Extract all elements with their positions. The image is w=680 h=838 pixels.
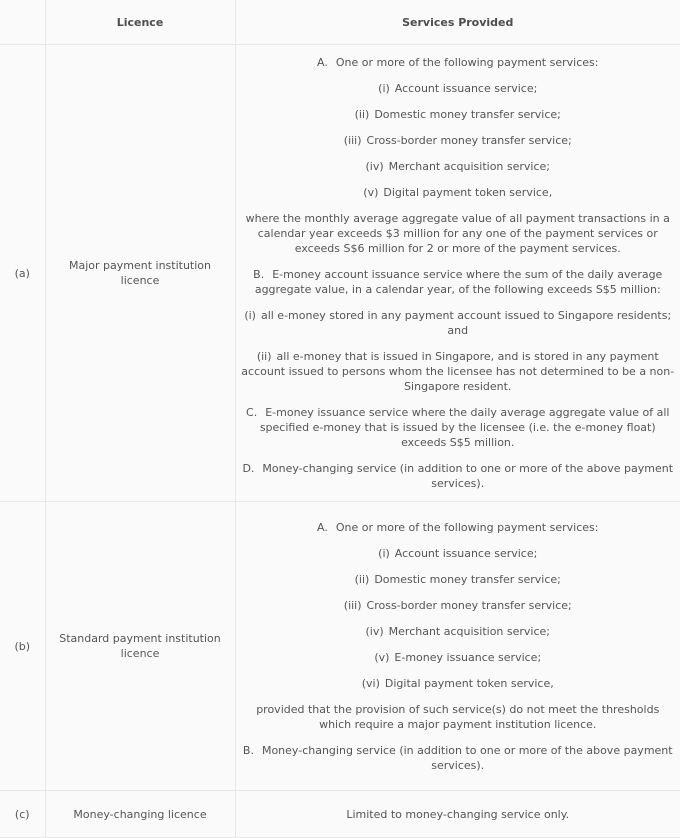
licence-name: Money-changing licence	[45, 791, 235, 838]
licence-name: Major payment institution licence	[45, 45, 235, 502]
service-item-marker: C.	[246, 406, 258, 419]
service-item	[240, 185, 677, 200]
service-item-text: Domestic money transfer service;	[374, 572, 561, 586]
service-item-text: Account issuance service;	[394, 546, 538, 560]
service-item-text: Merchant acquisition service;	[388, 624, 550, 638]
service-item	[240, 598, 677, 613]
service-item-text: Cross-border money transfer service;	[366, 598, 572, 612]
row-index: (c)	[0, 791, 45, 838]
services-cell	[235, 502, 680, 791]
service-item	[240, 405, 677, 450]
header-licence: Licence	[45, 0, 235, 45]
service-item-marker: (iii)	[343, 598, 362, 612]
table-row-major-payment-institution	[0, 45, 680, 502]
table-header-row	[0, 0, 680, 45]
services-cell	[235, 45, 680, 502]
service-item-marker: (iii)	[343, 134, 362, 147]
service-item-marker: (vi)	[361, 676, 380, 690]
service-item	[240, 159, 677, 174]
service-item	[240, 520, 677, 535]
service-item	[240, 676, 677, 691]
service-item-marker: (ii)	[354, 572, 370, 586]
service-item	[240, 572, 677, 587]
service-item	[240, 308, 677, 338]
service-item	[240, 624, 677, 639]
service-item-marker: (i)	[378, 82, 390, 95]
service-item	[240, 702, 677, 732]
header-index	[0, 0, 45, 45]
service-item-text: provided that the provision of such service(s) do not meet the thresholds which require a major payment institution licence.	[256, 702, 660, 731]
service-item-marker: A.	[317, 520, 328, 534]
service-item	[240, 650, 677, 665]
service-item-marker: (v)	[374, 650, 390, 664]
service-item-text: Limited to money-changing service only.	[346, 807, 570, 821]
service-item	[240, 211, 677, 256]
service-item-marker: (ii)	[354, 108, 370, 121]
service-item-text: E-money account issuance service where the sum of the daily average aggregate value, in a calendar year, of the following exceeds S$5 million:	[254, 268, 663, 296]
service-item	[240, 807, 677, 822]
service-item-text: Digital payment token service,	[384, 676, 554, 690]
header-services-provided: Services Provided	[235, 0, 680, 45]
service-item-marker: (iv)	[365, 160, 384, 173]
services-list	[240, 520, 677, 773]
service-item-text: One or more of the following payment services:	[335, 56, 599, 69]
service-item	[240, 461, 677, 491]
services-list	[240, 807, 677, 822]
service-item-text: Money-changing service (in addition to one or more of the above payment services).	[261, 743, 673, 772]
service-item-marker: (i)	[244, 309, 256, 322]
service-item	[240, 546, 677, 561]
row-index: (b)	[0, 502, 45, 791]
service-item-text: E-money issuance service where the daily average aggregate value of all specified e-money that is issued by the licensee (i.e. the e-money float) exceeds S$5 million.	[259, 406, 670, 449]
service-item-text: Merchant acquisition service;	[388, 160, 550, 173]
service-item-marker: (ii)	[256, 350, 272, 363]
table-row-standard-payment-institution	[0, 502, 680, 791]
table-row-money-changing	[0, 791, 680, 838]
service-item-text: all e-money that is issued in Singapore, and is stored in any payment account issued to persons whom the licensee has not determined to be a non-Singapore resident.	[241, 350, 675, 393]
service-item-marker: B.	[253, 268, 265, 281]
service-item-text: Domestic money transfer service;	[374, 108, 561, 121]
service-item-text: Money-changing service (in addition to one or more of the above payment services).	[262, 462, 674, 490]
row-index: (a)	[0, 45, 45, 502]
licence-name: Standard payment institution licence	[45, 502, 235, 791]
service-item-marker: (v)	[363, 186, 379, 199]
service-item-text: E-money issuance service;	[394, 650, 542, 664]
services-cell	[235, 791, 680, 838]
service-item-text: Cross-border money transfer service;	[366, 134, 572, 147]
service-item	[240, 81, 677, 96]
service-item-marker: B.	[242, 743, 254, 757]
services-list	[240, 55, 677, 491]
service-item-marker: (i)	[378, 546, 390, 560]
service-item	[240, 55, 677, 70]
service-item	[240, 107, 677, 122]
service-item-text: Account issuance service;	[394, 82, 538, 95]
service-item	[240, 743, 677, 773]
service-item-text: Digital payment token service,	[383, 186, 553, 199]
service-item-marker: (iv)	[365, 624, 384, 638]
service-item	[240, 267, 677, 297]
service-item	[240, 133, 677, 148]
service-item-text: One or more of the following payment services:	[335, 520, 599, 534]
service-item-marker: D.	[242, 462, 255, 475]
service-item	[240, 349, 677, 394]
service-item-text: all e-money stored in any payment account issued to Singapore residents; and	[260, 309, 672, 337]
service-item-text: where the monthly average aggregate value of all payment transactions in a calendar year exceeds $3 million for any one of the payment services or exceeds S$6 million for 2 or more of the payment services.	[245, 212, 670, 255]
service-item-marker: A.	[317, 56, 328, 69]
